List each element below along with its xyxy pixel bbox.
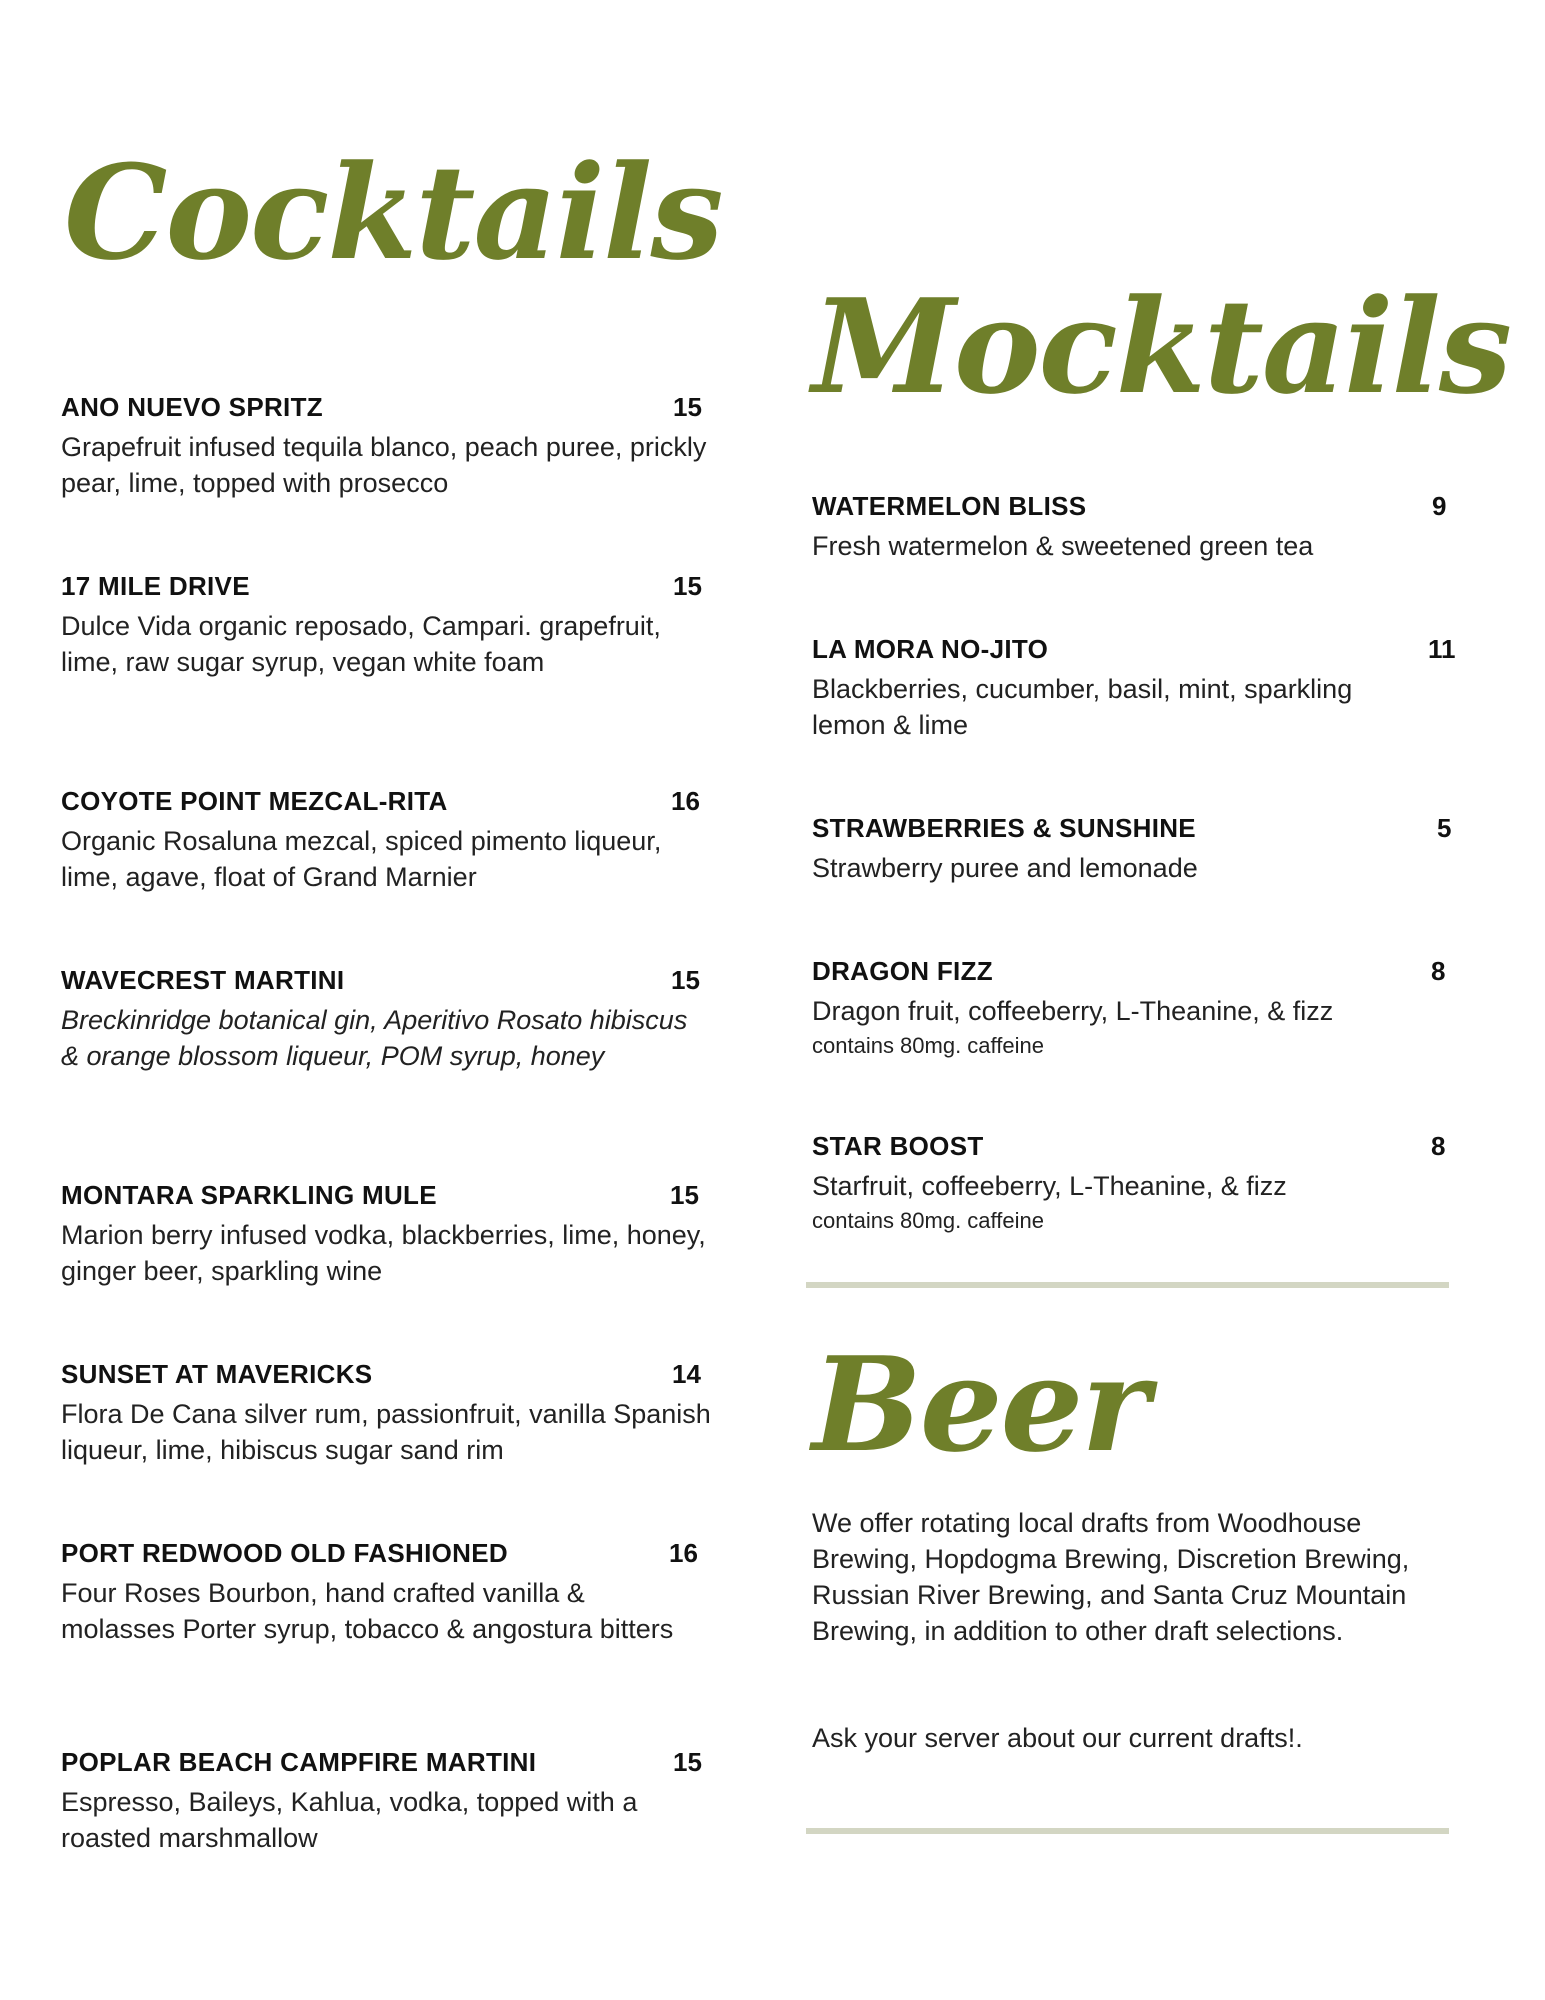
beer-cta: Ask your server about our current drafts!. xyxy=(812,1723,1303,1753)
mocktail-item xyxy=(812,1131,1462,1236)
cocktail-item xyxy=(61,786,701,895)
item-description: Fresh watermelon & sweetened green tea xyxy=(812,531,1314,561)
item-description: Flora De Cana silver rum, passionfruit, vanilla Spanish liqueur, lime, hibiscus sugar sand rim xyxy=(61,1399,711,1465)
mocktail-item xyxy=(812,813,1462,886)
item-name: LA MORA NO-JITO xyxy=(812,634,1049,664)
item-description: Dragon fruit, coffeeberry, L-Theanine, & fizz xyxy=(812,996,1334,1026)
cocktail-item xyxy=(61,1538,701,1647)
mocktail-item xyxy=(812,634,1456,743)
item-price: 8 xyxy=(1431,956,1446,986)
item-price: 14 xyxy=(672,1359,701,1389)
item-name: DRAGON FIZZ xyxy=(812,956,993,986)
item-name: SUNSET AT MAVERICKS xyxy=(61,1359,373,1389)
item-description: Starfruit, coffeeberry, L-Theanine, & fizz xyxy=(812,1171,1287,1201)
item-price: 16 xyxy=(671,786,700,816)
item-price: 15 xyxy=(673,392,702,422)
mocktails-heading: Mocktails xyxy=(812,270,1511,423)
item-name: WAVECREST MARTINI xyxy=(61,965,345,995)
mocktail-item xyxy=(812,956,1462,1061)
item-description: Breckinridge botanical gin, Aperitivo Rosato hibiscus & orange blossom liqueur, POM syrup, honey xyxy=(61,1005,688,1071)
item-name: COYOTE POINT MEZCAL-RITA xyxy=(61,786,448,816)
item-name: POPLAR BEACH CAMPFIRE MARTINI xyxy=(61,1747,537,1777)
item-name: MONTARA SPARKLING MULE xyxy=(61,1180,437,1210)
item-price: 11 xyxy=(1428,634,1456,664)
cocktail-item xyxy=(61,1359,711,1468)
beer-heading: Beer xyxy=(812,1328,1148,1481)
beer-description: We offer rotating local drafts from Woodhouse Brewing, Hopdogma Brewing, Discretion Brewing, Russian River Brewing, and Santa Cruz Mountain Brewing, in addition to other draft selections. xyxy=(812,1508,1410,1646)
item-name: 17 MILE DRIVE xyxy=(61,571,250,601)
caffeine-note: contains 80mg. caffeine xyxy=(812,1208,1044,1233)
cocktail-item xyxy=(61,1747,701,1856)
item-description: Blackberries, cucumber, basil, mint, sparkling lemon & lime xyxy=(812,674,1353,740)
item-price: 9 xyxy=(1432,491,1447,521)
item-price: 8 xyxy=(1431,1131,1446,1161)
item-description: Strawberry puree and lemonade xyxy=(812,853,1198,883)
item-description: Espresso, Baileys, Kahlua, vodka, topped with a roasted marshmallow xyxy=(61,1787,638,1853)
cocktail-item xyxy=(61,1180,711,1289)
item-price: 5 xyxy=(1437,813,1452,843)
cocktail-item xyxy=(61,392,711,501)
item-name: ANO NUEVO SPRITZ xyxy=(61,392,323,422)
item-name: STRAWBERRIES & SUNSHINE xyxy=(812,813,1196,843)
item-description: Marion berry infused vodka, blackberries, lime, honey, ginger beer, sparkling wine xyxy=(61,1220,706,1286)
divider xyxy=(806,1828,1449,1834)
caffeine-note: contains 80mg. caffeine xyxy=(812,1033,1044,1058)
item-price: 15 xyxy=(673,571,702,601)
item-name: WATERMELON BLISS xyxy=(812,491,1087,521)
cocktail-item xyxy=(61,571,701,680)
item-description: Four Roses Bourbon, hand crafted vanilla & molasses Porter syrup, tobacco & angostura bitters xyxy=(61,1578,674,1644)
item-description: Grapefruit infused tequila blanco, peach puree, prickly pear, lime, topped with prosecco xyxy=(61,432,707,498)
item-price: 15 xyxy=(671,965,700,995)
item-name: STAR BOOST xyxy=(812,1131,984,1161)
item-description: Dulce Vida organic reposado, Campari. grapefruit, lime, raw sugar syrup, vegan white foam xyxy=(61,611,661,677)
item-price: 16 xyxy=(669,1538,698,1568)
cocktails-heading: Cocktails xyxy=(64,136,722,289)
divider xyxy=(806,1282,1449,1288)
item-price: 15 xyxy=(670,1180,699,1210)
mocktail-item xyxy=(812,491,1452,564)
item-price: 15 xyxy=(673,1747,702,1777)
item-description: Organic Rosaluna mezcal, spiced pimento liqueur, lime, agave, float of Grand Marnier xyxy=(61,826,662,892)
item-name: PORT REDWOOD OLD FASHIONED xyxy=(61,1538,508,1568)
cocktail-item xyxy=(61,965,711,1074)
